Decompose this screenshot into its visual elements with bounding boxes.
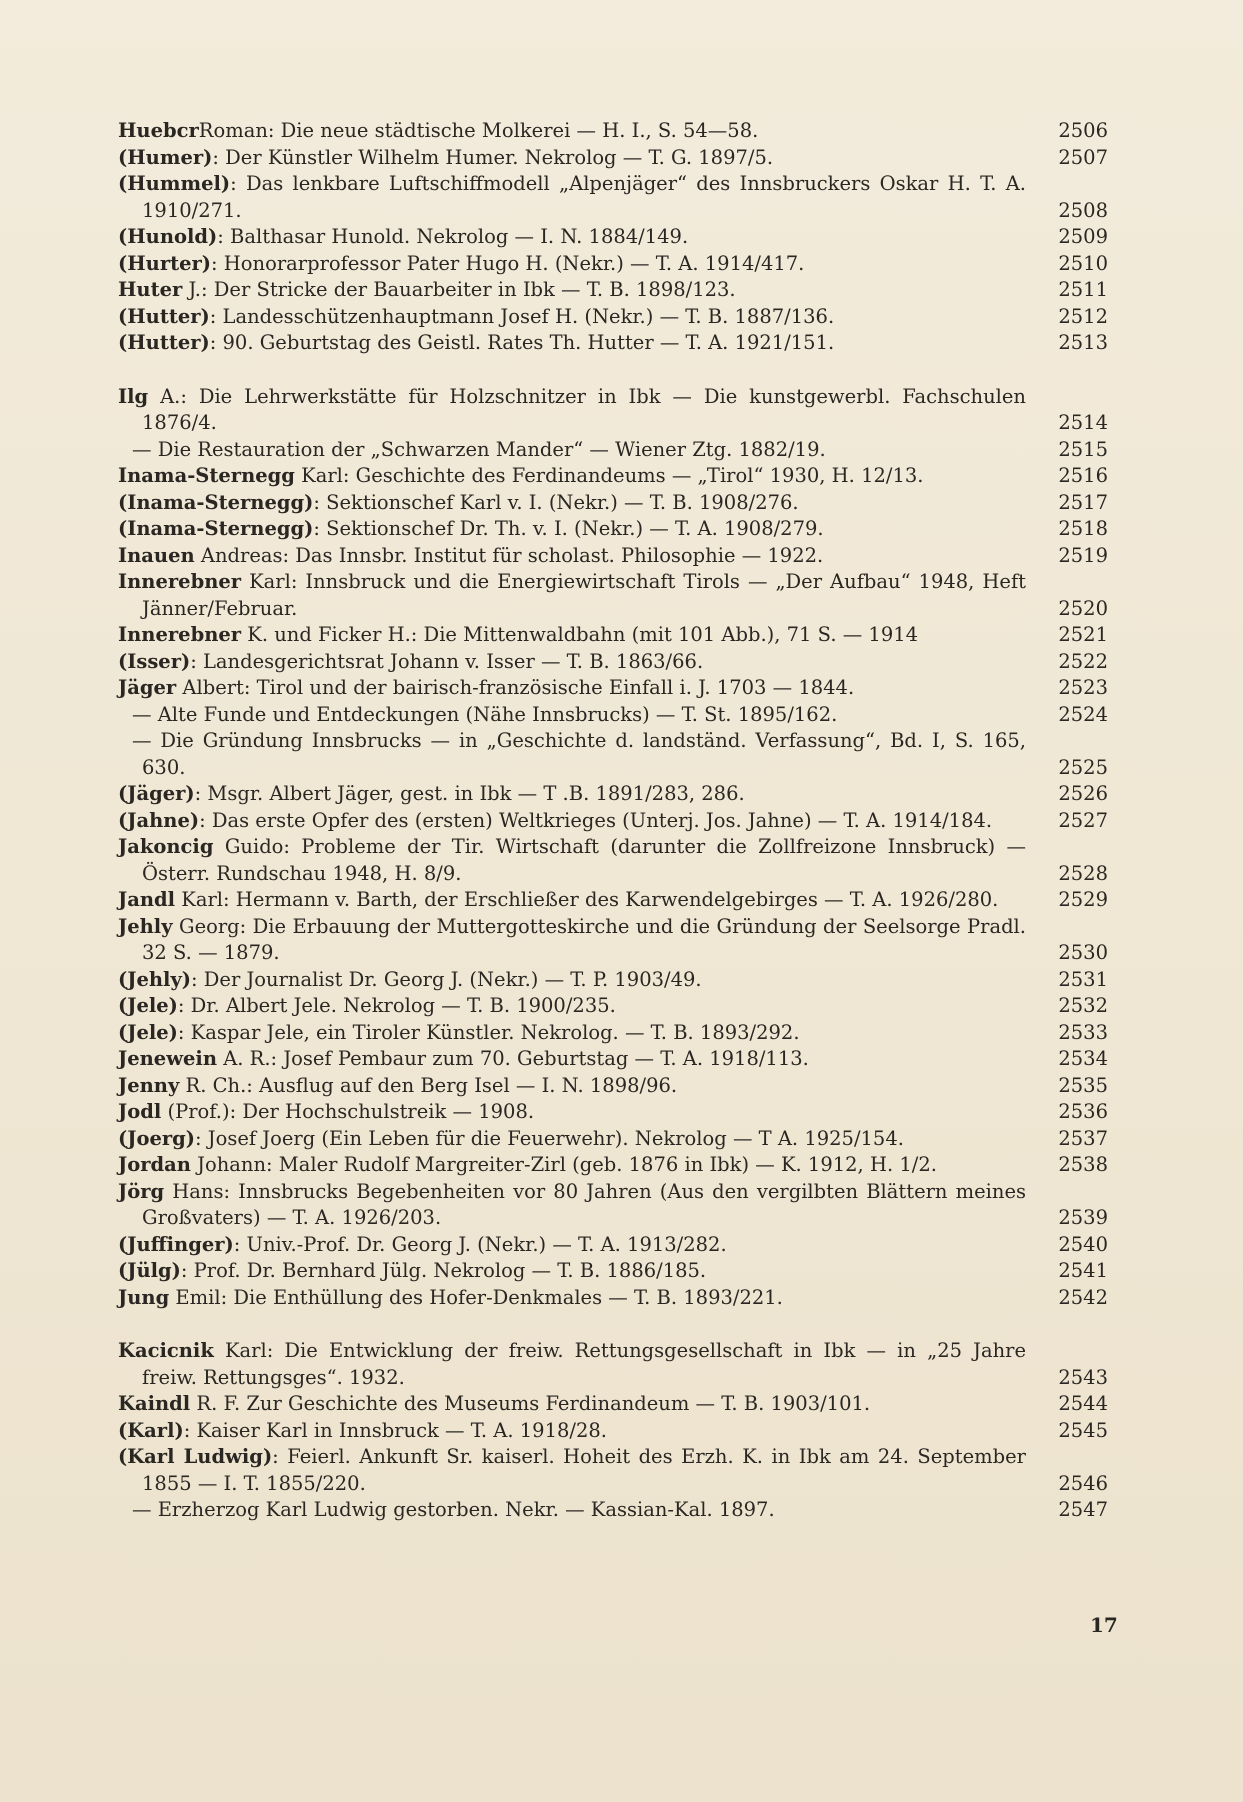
entry-author: (Karl Ludwig) <box>118 1445 273 1468</box>
entry-text: Guido: Probleme der Tir. Wirtschaft (darunter die Zollfreizone Innsbruck) — Österr. Rundschau 1948, H. 8/9. <box>142 835 1026 885</box>
entry-number: 2517 <box>1058 490 1108 514</box>
bibliography-entry <box>118 330 1108 357</box>
entry-text: Georg: Die Erbauung der Muttergotteskirche und die Gründung der Seelsorge Pradl. 32 S. — 1879. <box>142 914 1026 964</box>
entry-number: 2527 <box>1058 808 1108 832</box>
entry-number: 2539 <box>1058 1206 1108 1229</box>
entry-number: 2545 <box>1058 1418 1108 1442</box>
entry-text: : Der Künstler Wilhelm Humer. Nekrolog — T. G. 1897/5. <box>212 145 774 169</box>
entry-number: 2536 <box>1058 1100 1108 1123</box>
entry-text: : Kaspar Jele, ein Tiroler Künstler. Nekrolog. — T. B. 1893/292. <box>177 1020 800 1044</box>
bibliography-entry <box>118 1258 1108 1285</box>
entry-author: (Humer) <box>118 145 213 169</box>
bibliography-entry <box>118 463 1108 490</box>
bibliography-entry <box>118 569 1108 622</box>
bibliography-entry <box>118 1046 1108 1073</box>
bibliography-entry <box>118 1391 1108 1418</box>
entry-number: 2509 <box>1058 225 1108 248</box>
page-number: 17 <box>1090 1613 1118 1637</box>
bibliography-entry <box>118 224 1108 251</box>
entry-author: (Joerg) <box>118 1126 196 1150</box>
bibliography-list <box>118 118 1108 1524</box>
bibliography-entry <box>118 118 1108 145</box>
entry-text: (Prof.): Der Hochschulstreik — 1908. <box>161 1100 535 1123</box>
bibliography-entry <box>118 1073 1108 1100</box>
section-gap <box>118 357 1108 384</box>
section-gap <box>118 1311 1108 1338</box>
entry-text: R. Ch.: Ausflug auf den Berg Isel — I. N. 1898/96. <box>179 1073 678 1097</box>
bibliography-entry <box>118 1285 1108 1312</box>
bibliography-entry <box>118 967 1108 994</box>
entry-author: Inauen <box>118 543 195 567</box>
entry-number: 2521 <box>1058 623 1108 646</box>
entry-text: J.: Der Stricke der Bauarbeiter in Ibk — T. B. 1898/123. <box>182 278 736 301</box>
entry-number: 2518 <box>1058 517 1108 540</box>
entry-text: : Kaiser Karl in Innsbruck — T. A. 1918/28. <box>183 1418 607 1442</box>
entry-number: 2519 <box>1058 543 1108 567</box>
entry-author: (Jele) <box>118 1020 178 1044</box>
entry-text: : Das erste Opfer des (ersten) Weltkrieges (Unterj. Jos. Jahne) — T. A. 1914/184. <box>199 808 993 832</box>
bibliography-entry <box>118 1338 1108 1391</box>
entry-number: 2530 <box>1058 941 1108 964</box>
entry-number: 2506 <box>1058 119 1108 142</box>
entry-number: 2533 <box>1058 1020 1108 1044</box>
entry-author: Innerebner <box>118 623 242 646</box>
entry-author: Jörg <box>118 1179 165 1203</box>
entry-author: (Jülg) <box>118 1259 181 1282</box>
entry-author: Jenny <box>118 1073 180 1097</box>
entry-number: 2508 <box>1058 198 1108 222</box>
entry-text: : Der Journalist Dr. Georg J. (Nekr.) — T. P. 1903/49. <box>191 967 702 991</box>
entry-number: 2525 <box>1058 755 1108 779</box>
entry-author: (Hutter) <box>118 304 210 328</box>
entry-text: — Alte Funde und Entdeckungen (Nähe Innsbrucks) — T. St. 1895/162. <box>132 702 838 726</box>
entry-author: (Jahne) <box>118 808 200 832</box>
entry-number: 2547 <box>1058 1498 1108 1521</box>
bibliography-entry <box>118 728 1108 781</box>
entry-author: Huebcr <box>118 119 199 142</box>
bibliography-entry <box>118 808 1108 835</box>
entry-number: 2546 <box>1058 1471 1108 1495</box>
entry-number: 2535 <box>1058 1073 1108 1097</box>
entry-text: Karl: Hermann v. Barth, der Erschließer des Karwendelgebirges — T. A. 1926/280. <box>175 888 999 911</box>
entry-text: : Balthasar Hunold. Nekrolog — I. N. 1884/149. <box>217 225 689 248</box>
entry-number: 2529 <box>1058 888 1108 911</box>
entry-text: Karl: Innsbruck und die Energiewirtschaft Tirols — „Der Aufbau“ 1948, Heft Jänner/Februar. <box>142 570 1026 620</box>
entry-number: 2516 <box>1058 464 1108 487</box>
entry-number: 2510 <box>1058 251 1108 275</box>
entry-author: Kacicnik <box>118 1339 214 1362</box>
entry-author: Inama-Sternegg <box>118 464 295 487</box>
entry-author: Kaindl <box>118 1392 191 1415</box>
bibliography-entry <box>118 1418 1108 1445</box>
bibliography-entry <box>118 1179 1108 1232</box>
entry-text: Johann: Maler Rudolf Margreiter-Zirl (geb. 1876 in Ibk) — K. 1912, H. 1/2. <box>190 1153 937 1176</box>
entry-author: (Jele) <box>118 994 178 1017</box>
entry-text: : Josef Joerg (Ein Leben für die Feuerwehr). Nekrolog — T A. 1925/154. <box>195 1126 904 1150</box>
entry-text: A. R.: Josef Pembaur zum 70. Geburtstag — T. A. 1918/113. <box>217 1047 809 1070</box>
entry-text: R. F. Zur Geschichte des Museums Ferdinandeum — T. B. 1903/101. <box>190 1392 871 1415</box>
bibliography-entry <box>118 1020 1108 1047</box>
entry-number: 2537 <box>1058 1126 1108 1150</box>
bibliography-entry <box>118 1152 1108 1179</box>
entry-author: (Hutter) <box>118 331 210 354</box>
entry-text: : Sektionschef Karl v. I. (Nekr.) — T. B. 1908/276. <box>313 490 799 514</box>
entry-text: Albert: Tirol und der bairisch-französische Einfall i. J. 1703 — 1844. <box>176 676 855 699</box>
bibliography-entry <box>118 437 1108 464</box>
entry-author: (Hurter) <box>118 251 212 275</box>
entry-text: : Univ.-Prof. Dr. Georg J. (Nekr.) — T. A. 1913/282. <box>233 1232 727 1256</box>
entry-text: Karl: Geschichte des Ferdinandeums — „Tirol“ 1930, H. 12/13. <box>294 464 924 487</box>
bibliography-entry <box>118 1099 1108 1126</box>
entry-text: Roman: Die neue städtische Molkerei — H. I., S. 54—58. <box>198 119 759 142</box>
bibliography-entry <box>118 834 1108 887</box>
bibliography-entry <box>118 516 1108 543</box>
entry-number: 2522 <box>1058 649 1108 673</box>
entry-text: — Die Gründung Innsbrucks — in „Geschichte d. landständ. Verfassung“, Bd. I, S. 165, 630. <box>132 729 1026 779</box>
bibliography-entry <box>118 1126 1108 1153</box>
bibliography-entry <box>118 1444 1108 1497</box>
entry-number: 2538 <box>1058 1153 1108 1176</box>
entry-text: : Honorarprofessor Pater Hugo H. (Nekr.) — T. A. 1914/417. <box>211 251 805 275</box>
entry-author: Jandl <box>118 888 176 911</box>
entry-number: 2513 <box>1058 331 1108 354</box>
entry-number: 2534 <box>1058 1047 1108 1070</box>
entry-author: Jung <box>118 1285 170 1309</box>
entry-number: 2524 <box>1058 702 1108 726</box>
entry-text: Andreas: Das Innsbr. Institut für scholast. Philosophie — 1922. <box>194 543 824 567</box>
entry-number: 2520 <box>1058 596 1108 620</box>
entry-text: : Sektionschef Dr. Th. v. I. (Nekr.) — T. A. 1908/279. <box>313 517 824 540</box>
entry-text: Hans: Innsbrucks Begebenheiten vor 80 Jahren (Aus den vergilbten Blättern meines Großvaters) — T. A. 1926/203. <box>142 1179 1026 1229</box>
entry-author: (Isser) <box>118 649 191 673</box>
bibliography-entry <box>118 649 1108 676</box>
entry-author: Ilg <box>118 384 149 408</box>
entry-text: : Dr. Albert Jele. Nekrolog — T. B. 1900/235. <box>177 994 616 1017</box>
entry-text: : Das lenkbare Luftschiffmodell „Alpenjäger“ des Innsbruckers Oskar H. T. A. 1910/271. <box>142 172 1026 222</box>
bibliography-entry <box>118 887 1108 914</box>
entry-number: 2526 <box>1058 782 1108 805</box>
entry-author: (Hummel) <box>118 172 231 195</box>
bibliography-entry <box>118 622 1108 649</box>
entry-text: : Prof. Dr. Bernhard Jülg. Nekrolog — T. B. 1886/185. <box>180 1259 707 1282</box>
entry-author: (Hunold) <box>118 225 218 248</box>
entry-text: : Landesschützenhauptmann Josef H. (Nekr.) — T. B. 1887/136. <box>209 304 835 328</box>
entry-number: 2544 <box>1058 1392 1108 1415</box>
bibliography-entry <box>118 781 1108 808</box>
entry-text: : 90. Geburtstag des Geistl. Rates Th. Hutter — T. A. 1921/151. <box>209 331 835 354</box>
entry-number: 2540 <box>1058 1232 1108 1256</box>
entry-number: 2528 <box>1058 861 1108 885</box>
bibliography-entry <box>118 702 1108 729</box>
entry-author: Huter <box>118 278 183 301</box>
entry-text: Emil: Die Enthüllung des Hofer-Denkmales — T. B. 1893/221. <box>169 1285 783 1309</box>
entry-author: (Jäger) <box>118 782 195 805</box>
entry-author: (Jehly) <box>118 967 192 991</box>
entry-text: — Erzherzog Karl Ludwig gestorben. Nekr. — Kassian-Kal. 1897. <box>132 1498 775 1521</box>
entry-author: (Karl) <box>118 1418 184 1442</box>
entry-author: (Inama-Sternegg) <box>118 517 314 540</box>
entry-number: 2515 <box>1058 437 1108 461</box>
entry-text: — Die Restauration der „Schwarzen Mander“ — Wiener Ztg. 1882/19. <box>132 437 826 461</box>
entry-author: (Juffinger) <box>118 1232 234 1256</box>
bibliography-entry <box>118 993 1108 1020</box>
entry-author: (Inama-Sternegg) <box>118 490 314 514</box>
entry-author: Innerebner <box>118 570 242 593</box>
bibliography-entry <box>118 251 1108 278</box>
entry-number: 2523 <box>1058 676 1108 699</box>
entry-author: Jehly <box>118 914 173 938</box>
entry-text: : Msgr. Albert Jäger, gest. in Ibk — T .B. 1891/283, 286. <box>194 782 745 805</box>
entry-text: A.: Die Lehrwerkstätte für Holzschnitzer in Ibk — Die kunstgewerbl. Fachschulen 1876/4. <box>142 384 1026 434</box>
entry-author: Jäger <box>118 676 177 699</box>
entry-number: 2541 <box>1058 1259 1108 1282</box>
entry-number: 2507 <box>1058 145 1108 169</box>
bibliography-entry <box>118 384 1108 437</box>
bibliography-entry <box>118 914 1108 967</box>
entry-number: 2542 <box>1058 1285 1108 1309</box>
bibliography-entry <box>118 171 1108 224</box>
entry-author: Jenewein <box>118 1047 217 1070</box>
entry-text: : Landesgerichtsrat Johann v. Isser — T. B. 1863/66. <box>190 649 704 673</box>
entry-number: 2531 <box>1058 967 1108 991</box>
bibliography-entry <box>118 675 1108 702</box>
bibliography-entry <box>118 277 1108 304</box>
bibliography-entry <box>118 145 1108 172</box>
entry-text: K. und Ficker H.: Die Mittenwaldbahn (mit 101 Abb.), 71 S. — 1914 <box>241 623 919 646</box>
entry-number: 2511 <box>1058 278 1108 301</box>
bibliography-entry <box>118 543 1108 570</box>
entry-number: 2532 <box>1058 994 1108 1017</box>
entry-author: Jakoncig <box>118 835 214 858</box>
bibliography-entry <box>118 304 1108 331</box>
entry-number: 2512 <box>1058 304 1108 328</box>
entry-number: 2543 <box>1058 1365 1108 1389</box>
entry-author: Jordan <box>118 1153 191 1176</box>
bibliography-entry <box>118 490 1108 517</box>
entry-text: Karl: Die Entwicklung der freiw. Rettungsgesellschaft in Ibk — in „25 Jahre freiw. Rettungsges“. 1932. <box>142 1339 1026 1389</box>
entry-author: Jodl <box>118 1100 162 1123</box>
bibliography-entry <box>118 1232 1108 1259</box>
entry-text: : Feierl. Ankunft Sr. kaiserl. Hoheit des Erzh. K. in Ibk am 24. September 1855 — I. T. 1855/220. <box>142 1445 1026 1495</box>
bibliography-entry <box>118 1497 1108 1524</box>
entry-number: 2514 <box>1058 411 1108 434</box>
